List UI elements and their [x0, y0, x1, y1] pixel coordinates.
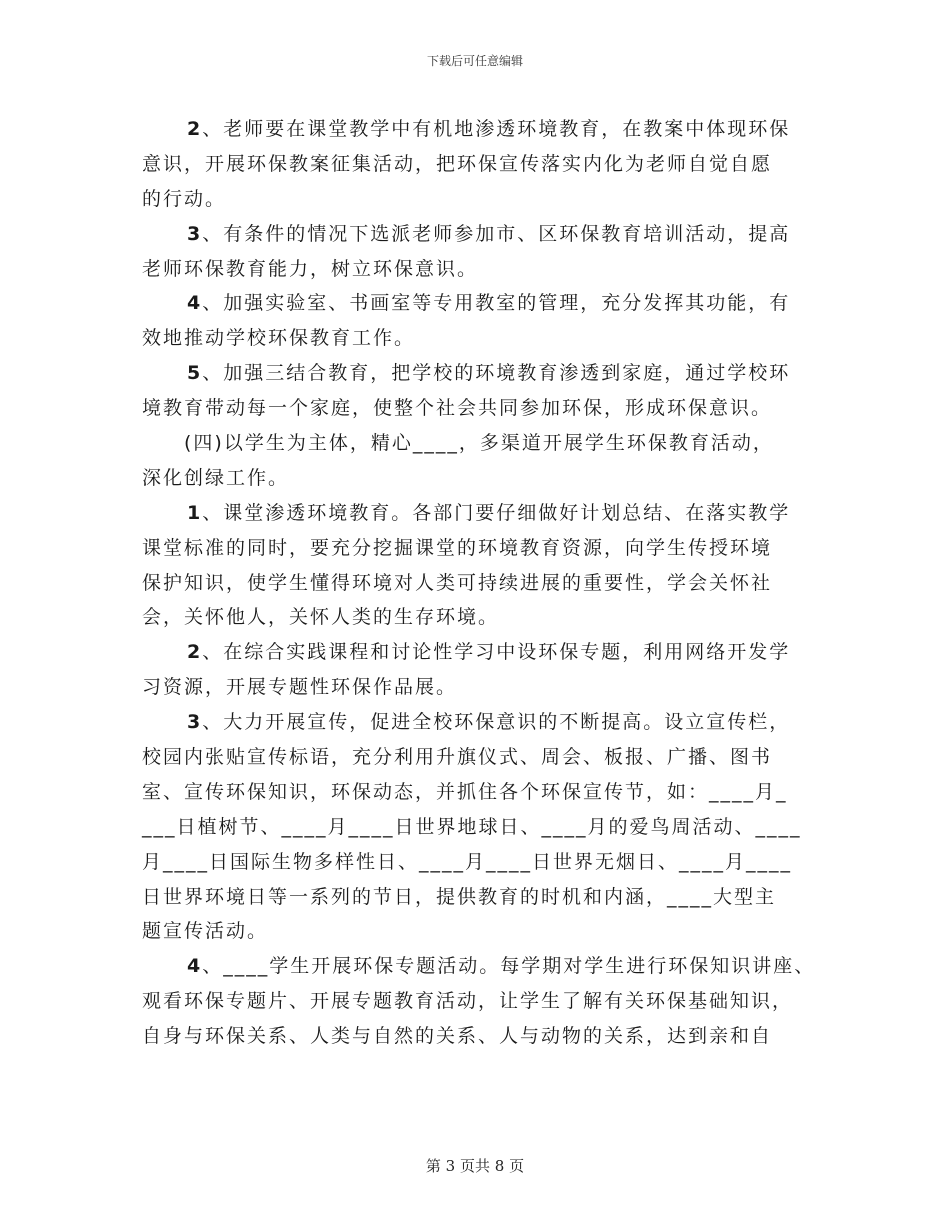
text-line: 的行动。: [142, 187, 227, 210]
item-number: 2: [187, 641, 203, 664]
item-number: 5: [187, 362, 203, 385]
text-line: 4、____学生开展环保专题活动。每学期对学生进行环保知识讲座、: [187, 955, 816, 978]
text-line: 2、在综合实践课程和讨论性学习中设环保专题，利用网络开发学: [187, 641, 791, 664]
text-line: 习资源，开展专题性环保作品展。: [142, 676, 458, 699]
text-line: 课堂标准的同时，要充分挖掘课堂的环境教育资源，向学生传授环境: [142, 536, 773, 559]
text-line: 观看环保专题片、开展专题教育活动，让学生了解有关环保基础知识，: [142, 990, 794, 1013]
section-heading: (四)以学生为主体，精心____，多渠道开展学生环保教育活动，: [184, 432, 774, 455]
text-line: 日世界环境日等一系列的节日，提供教育的时机和内涵，____大型主: [142, 885, 777, 908]
text-line: 5、加强三结合教育，把学校的环境教育渗透到家庭，通过学校环: [187, 362, 791, 385]
item-number: 4: [187, 292, 203, 315]
text-line: 3、有条件的情况下选派老师参加市、区环保教育培训活动，提高: [187, 222, 791, 245]
item-number: 3: [187, 222, 203, 245]
page-header: 下载后可任意编辑: [426, 54, 523, 68]
text-line: ___日植树节、____月____日世界地球日、____月的爱鸟周活动、____: [142, 815, 802, 838]
item-number: 3: [187, 711, 203, 734]
text-line: 效地推动学校环保教育工作。: [142, 327, 416, 350]
text-line: 4、加强实验室、书画室等专用教室的管理，充分发挥其功能，有: [187, 292, 791, 315]
section-heading-cont: 深化创绿工作。: [142, 466, 290, 489]
page-footer: 第 3 页共 8 页: [425, 1157, 525, 1175]
text-line: 保护知识，使学生懂得环境对人类可持续进展的重要性，学会关怀社: [142, 571, 773, 594]
item-number: 4: [187, 955, 203, 978]
item-number: 2: [187, 118, 203, 140]
item-number: 1: [187, 501, 203, 524]
document-body: [142, 112, 816, 1054]
text-line: 3、大力开展宣传，促进全校环保意识的不断提高。设立宣传栏，: [187, 711, 791, 734]
text-line: 自身与环保关系、人类与自然的关系、人与动物的关系，达到亲和自: [142, 1025, 773, 1048]
text-line: 题宣传活动。: [142, 920, 269, 943]
text-line: 室、宣传环保知识，环保动态，并抓住各个环保宣传节，如：____月_: [142, 780, 788, 803]
text-line: 老师环保教育能力，树立环保意识。: [142, 257, 479, 280]
text-line: 校园内张贴宣传标语，充分利用升旗仪式、周会、板报、广播、图书: [142, 746, 773, 769]
text-line: 会，关怀他人，关怀人类的生存环境。: [142, 606, 500, 629]
text-line: 1、课堂渗透环境教育。各部门要仔细做好计划总结、在落实教学: [187, 501, 791, 524]
text-line: 意识，开展环保教案征集活动，把环保宣传落实内化为老师自觉自愿: [142, 152, 773, 175]
text-line: 境教育带动每一个家庭，使整个社会共同参加环保，形成环保意识。: [142, 397, 773, 420]
text-line: 月____日国际生物多样性日、____月____日世界无烟日、____月____: [142, 850, 793, 873]
text-line: 2、老师要在课堂教学中有机地渗透环境教育，在教案中体现环保: [187, 118, 791, 140]
